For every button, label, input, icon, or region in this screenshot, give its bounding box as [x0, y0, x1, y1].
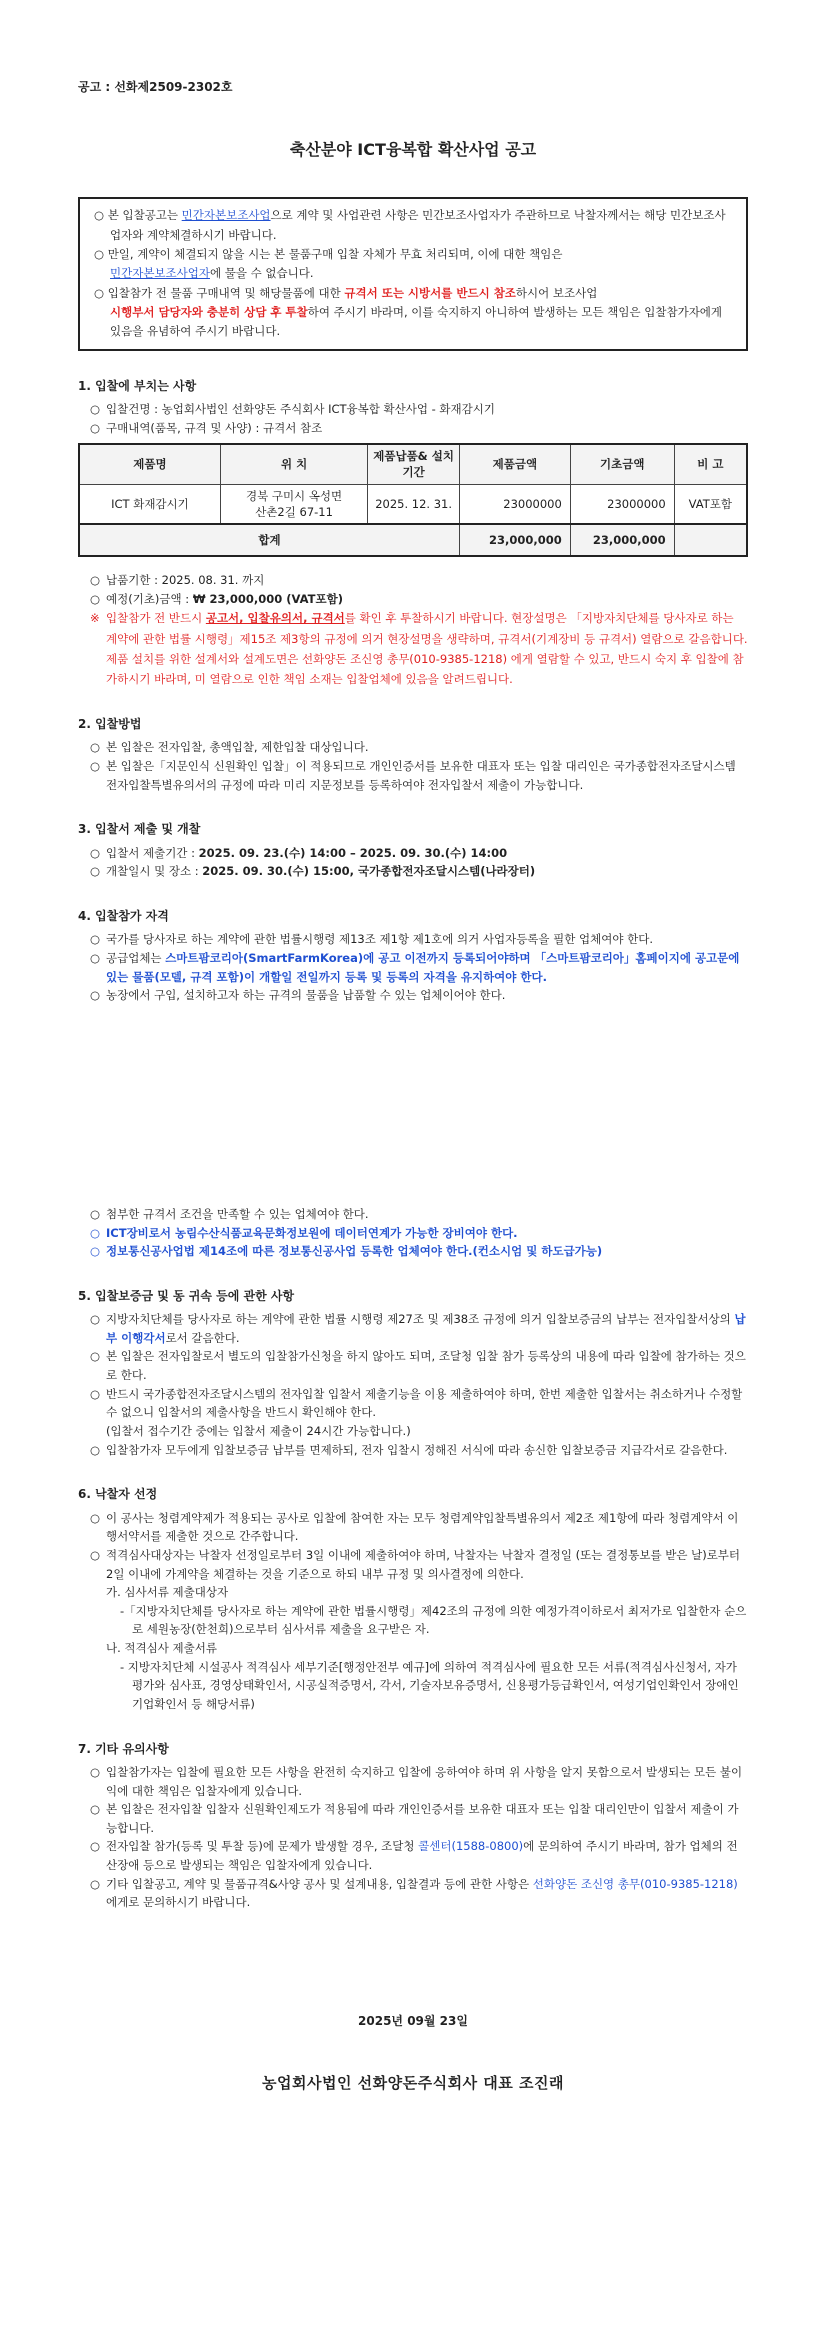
notice-line-1: ○ 본 입찰공고는 민간자본보조사업으로 계약 및 사업관련 사항은 민간보조사업자가 주관하므로 낙찰자께서는 해당 민간보조사업자와 계약체결하시기 바랍니다.: [94, 208, 726, 242]
cell-base: 23000000: [570, 484, 674, 524]
list-item: ○ 정보통신공사업법 제14조에 따른 정보통신공사업 등록한 업체여야 한다.(컨소시엄 및 하도급가능): [84, 1242, 748, 1261]
list-item: ○ 반드시 국가종합전자조달시스템의 전자입찰 입찰서 제출기능을 이용 제출하여야 하며, 한번 제출한 입찰서는 취소하거나 수정할 수 없으니 입찰서의 제출사항을 반드시 확인해야 한다. (입찰서 접수기간 중에는 입찰서 제출이 24시간 가능합니다.): [90, 1386, 743, 1438]
circle-bullet-icon: ○: [90, 1386, 101, 1401]
cell-period: 2025. 12. 31.: [368, 484, 460, 524]
list-item: ○ 입찰서 제출기간 : 2025. 09. 23.(수) 14:00 – 2025. 09. 30.(수) 14:00: [84, 844, 748, 863]
cell-price: 23000000: [459, 484, 570, 524]
circle-bullet-icon: ○: [90, 951, 101, 966]
private-subsidy-link[interactable]: 민간자본보조사업: [181, 208, 271, 223]
circle-bullet-icon: ○: [94, 246, 105, 261]
col-header-product: 제품명: [79, 444, 220, 484]
list-item: ○ 납품기한 : 2025. 08. 31. 까지: [84, 571, 748, 590]
list-item: ○ 기타 입찰공고, 계약 및 물품규격&사양 공사 및 설계내용, 입찰결과 등에 관한 사항은 선화양돈 조신영 총무(010-9385-1218)에게로 문의하시기 바랍니다.: [90, 1876, 738, 1910]
list-item: ○ 첨부한 규격서 조건을 만족할 수 있는 업체여야 한다.: [84, 1205, 748, 1224]
list-item: ○ 본 입찰은 전자입찰, 총액입찰, 제한입찰 대상입니다.: [84, 738, 748, 757]
section-4-heading: 4. 입찰참가 자격: [78, 908, 169, 923]
circle-bullet-icon: ○: [90, 573, 101, 588]
circle-bullet-icon: ○: [90, 591, 101, 606]
notice-line-2b: 민간자본보조사업자에 물을 수 없습니다.: [110, 266, 314, 281]
circle-bullet-icon: ○: [90, 1225, 101, 1240]
table-header-row: [79, 444, 747, 484]
list-item: ○ 본 입찰은「지문인식 신원확인 입찰」이 적용되므로 개인인증서를 보유한 대표자 또는 입찰 대리인은 국가종합전자조달시스템 전자입찰특별유의서의 규정에 따라 미리 지문정보를 등록하여야 전자입찰서 제출이 가능합니다.: [90, 759, 736, 792]
section-7-heading: 7. 기타 유의사항: [78, 1741, 169, 1756]
call-center-contact: 콜센터(1588-0800): [418, 1839, 524, 1854]
circle-bullet-icon: ○: [90, 1349, 101, 1364]
announcement-date: 2025년 09월 23일: [358, 2013, 468, 2028]
list-item: ○ 적격심사대상자는 낙찰자 선정일로부터 3일 이내에 제출하여야 하며, 낙찰자는 낙찰자 결정일 (또는 결정통보를 받은 날)로부터 2일 이내에 가계약을 체결하는 것을 기준으로 하되 내부 규정 및 의사결정에 의한다.: [90, 1547, 741, 1581]
col-header-base: 기초금액: [570, 444, 674, 484]
list-item: ○ 본 입찰은 전자입찰 입찰자 신원확인제도가 적용됨에 따라 개인인증서를 보유한 대표자 또는 입찰 대리인만이 입찰서 제출이 가능합니다.: [90, 1802, 739, 1835]
col-header-note: 비 고: [674, 444, 747, 484]
notice-box: [78, 197, 748, 350]
reference-mark-icon: ※: [90, 611, 100, 626]
circle-bullet-icon: ○: [94, 208, 105, 223]
cell-note: VAT포함: [674, 484, 747, 524]
notice-line-2: ○ 만일, 계약이 체결되지 않을 시는 본 물품구매 입찰 자체가 무효 처리되며, 이에 대한 책임은: [94, 246, 563, 261]
table-row: [79, 484, 747, 524]
announcement-ref: 공고 : 선화제2509-2302호: [78, 80, 233, 94]
circle-bullet-icon: ○: [90, 401, 101, 416]
circle-bullet-icon: ○: [90, 740, 101, 755]
cell-location: 경북 구미시 옥성면 산촌2길 67-11: [220, 484, 367, 524]
list-item: ○ 입찰참가자는 입찰에 필요한 모든 사항을 완전히 숙지하고 입찰에 응하여야 하며 위 사항을 알지 못함으로서 발생되는 모든 불이익에 대한 책임은 입찰자에게 있습니다.: [90, 1764, 743, 1798]
circle-bullet-icon: ○: [90, 759, 101, 774]
section-3-heading: 3. 입찰서 제출 및 개찰: [78, 822, 201, 837]
circle-bullet-icon: ○: [94, 285, 105, 300]
circle-bullet-icon: ○: [90, 1764, 101, 1779]
signature-line: 농업회사법인 선화양돈주식회사 대표 조진래: [262, 2074, 564, 2093]
blank-gap: [78, 1005, 748, 1205]
cell-total-price: 23,000,000: [459, 524, 570, 556]
list-item: ○ 예정(기초)금액 : ₩ 23,000,000 (VAT포함): [84, 590, 748, 609]
circle-bullet-icon: ○: [90, 1244, 101, 1259]
list-item: ○ 구매내역(품목, 규격 및 사양) : 규격서 참조: [84, 419, 748, 438]
section-6-heading: 6. 낙찰자 선정: [78, 1487, 158, 1502]
section-2-heading: 2. 입찰방법: [78, 716, 142, 731]
notice-line-3: ○ 입찰참가 전 물품 구매내역 및 해당물품에 대한 규격서 또는 시방서를 반드시 참조하시어 보조사업 시행부서 담당자와 충분히 상담 후 투찰하여 주시기 바라며, 이를 숙지하지 아니하여 발생하는 모든 책임은 입찰참가자에게 있음을 유념하여 주시기 바랍니다.: [94, 285, 723, 339]
circle-bullet-icon: ○: [90, 1442, 101, 1457]
circle-bullet-icon: ○: [90, 864, 101, 879]
circle-bullet-icon: ○: [90, 845, 101, 860]
circle-bullet-icon: ○: [90, 1876, 101, 1891]
warning-note: ※ 입찰참가 전 반드시 공고서, 입찰유의서, 규격서를 확인 후 투찰하시기 바랍니다. 현장설명은 「지방자치단체를 당사자로 하는 계약에 관한 법률 시행령」제15조 제3항의 규정에 의거 현장설명을 생략하며, 규격서(기계장비 등 규격서) 열람으로 갈음합니다. 제품 설치를 위한 설계서와 설계도면은 선화양돈 조신영 총무(010-9385-1218) 에게 열람할 수 있고, 반드시 숙지 후 입찰에 참가하시기 바라며, 미 열람으로 인한 책임 소재는 입찰업체에 있음을 알려드립니다.: [84, 608, 748, 689]
list-item: ○ 전자입찰 참가(등록 및 투찰 등)에 문제가 발생할 경우, 조달청 콜센터(1588-0800)에 문의하여 주시기 바라며, 참가 업체의 전산장애 등으로 발생되는 책임은 입찰자에게 있습니다.: [90, 1839, 738, 1873]
circle-bullet-icon: ○: [90, 988, 101, 1003]
table-total-row: [79, 524, 747, 556]
manager-contact: 선화양돈 조신영 총무(010-9385-1218): [532, 1876, 738, 1891]
circle-bullet-icon: ○: [90, 1802, 101, 1817]
cell-total-note: [674, 524, 747, 556]
sub-heading-ga: 가. 심사서류 제출대상자: [106, 1585, 229, 1600]
list-item: ○ 개찰일시 및 장소 : 2025. 09. 30.(수) 15:00, 국가종합전자조달시스템(나라장터): [84, 862, 748, 881]
list-item: ○ 입찰참가자 모두에게 입찰보증금 납부를 면제하되, 전자 입찰시 정해진 서식에 따라 송신한 입찰보증금 지급각서로 갈음한다.: [84, 1441, 748, 1460]
sub-item: - 지방자치단체 시설공사 적격심사 세부기준[행정안전부 예규]에 의하여 적격심사에 필요한 모든 서류(적격심사신청서, 자가평가와 심사표, 경영상태확인서, 시공실적증명서, 각서, 기술자보유증명서, 신용평가등급확인서, 여성기업인확인서 장애인기업확인서 등 해당서류): [120, 1659, 739, 1711]
list-item: ○ 이 공사는 청렴계약제가 적용되는 공사로 입찰에 참여한 자는 모두 청렴계약입찰특별유의서 제2조 제1항에 따라 청렴계약서 이행서약서를 제출한 것으로 간주합니다.: [90, 1510, 739, 1544]
list-item: ○ 농장에서 구입, 설치하고자 하는 규격의 물품을 납품할 수 있는 업체이어야 한다.: [84, 986, 748, 1005]
list-item: ○ ICT장비로서 농림수산식품교육문화정보원에 데이터연계가 가능한 장비여야 한다.: [84, 1224, 748, 1243]
section-1-heading: 1. 입찰에 부치는 사항: [78, 378, 197, 393]
circle-bullet-icon: ○: [90, 1510, 101, 1525]
circle-bullet-icon: ○: [90, 1312, 101, 1327]
list-item: ○ 지방자치단체를 당사자로 하는 계약에 관한 법률 시행령 제27조 및 제38조 규정에 의거 입찰보증금의 납부는 전자입찰서상의 납부 이행각서로서 갈음한다.: [90, 1312, 746, 1345]
cell-product: ICT 화재감시기: [79, 484, 220, 524]
sub-item: -「지방자치단체를 당사자로 하는 계약에 관한 법률시행령」제42조의 규정에 의한 예정가격이하로서 최저가로 입찰한자 순으로 세원농장(한천희)으로부터 심사서류 제출을 요구받은 자.: [120, 1603, 747, 1637]
product-table: [78, 443, 748, 557]
sub-heading-na: 나. 적격심사 제출서류: [106, 1641, 217, 1656]
private-subsidy-operator-link[interactable]: 민간자본보조사업자: [110, 266, 210, 281]
list-item: ○ 국가를 당사자로 하는 계약에 관한 법률시행령 제13조 제1항 제1호에 의거 사업자등록을 필한 업체여야 한다.: [84, 930, 748, 949]
section-5-heading: 5. 입찰보증금 및 동 귀속 등에 관한 사항: [78, 1288, 295, 1303]
list-item: ○ 공급업체는 스마트팜코리아(SmartFarmKorea)에 공고 이전까지 등록되어야하며 「스마트팜코리아」홈페이지에 공고문에 있는 물품(모델, 규격 포함)이 개할일 전일까지 등록 및 등록의 자격을 유지하여야 한다.: [90, 951, 740, 984]
circle-bullet-icon: ○: [90, 1206, 101, 1221]
circle-bullet-icon: ○: [90, 1547, 101, 1562]
cell-total-base: 23,000,000: [570, 524, 674, 556]
col-header-location: 위 치: [220, 444, 367, 484]
page-title: 축산분야 ICT융복합 확산사업 공고: [289, 140, 537, 160]
col-header-period: 제품납품& 설치기간: [368, 444, 460, 484]
col-header-price: 제품금액: [459, 444, 570, 484]
circle-bullet-icon: ○: [90, 420, 101, 435]
list-item: ○ 입찰건명 : 농업회사법인 선화양돈 주식회사 ICT융복합 확산사업 - 화재감시기: [84, 400, 748, 419]
list-item: ○ 본 입찰은 전자입찰로서 별도의 입찰참가신청을 하지 않아도 되며, 조달청 입찰 참가 등록상의 내용에 따라 입찰에 참가하는 것으로 한다.: [90, 1349, 746, 1383]
cell-total-label: 합계: [79, 524, 459, 556]
circle-bullet-icon: ○: [90, 1839, 101, 1854]
circle-bullet-icon: ○: [90, 932, 101, 947]
